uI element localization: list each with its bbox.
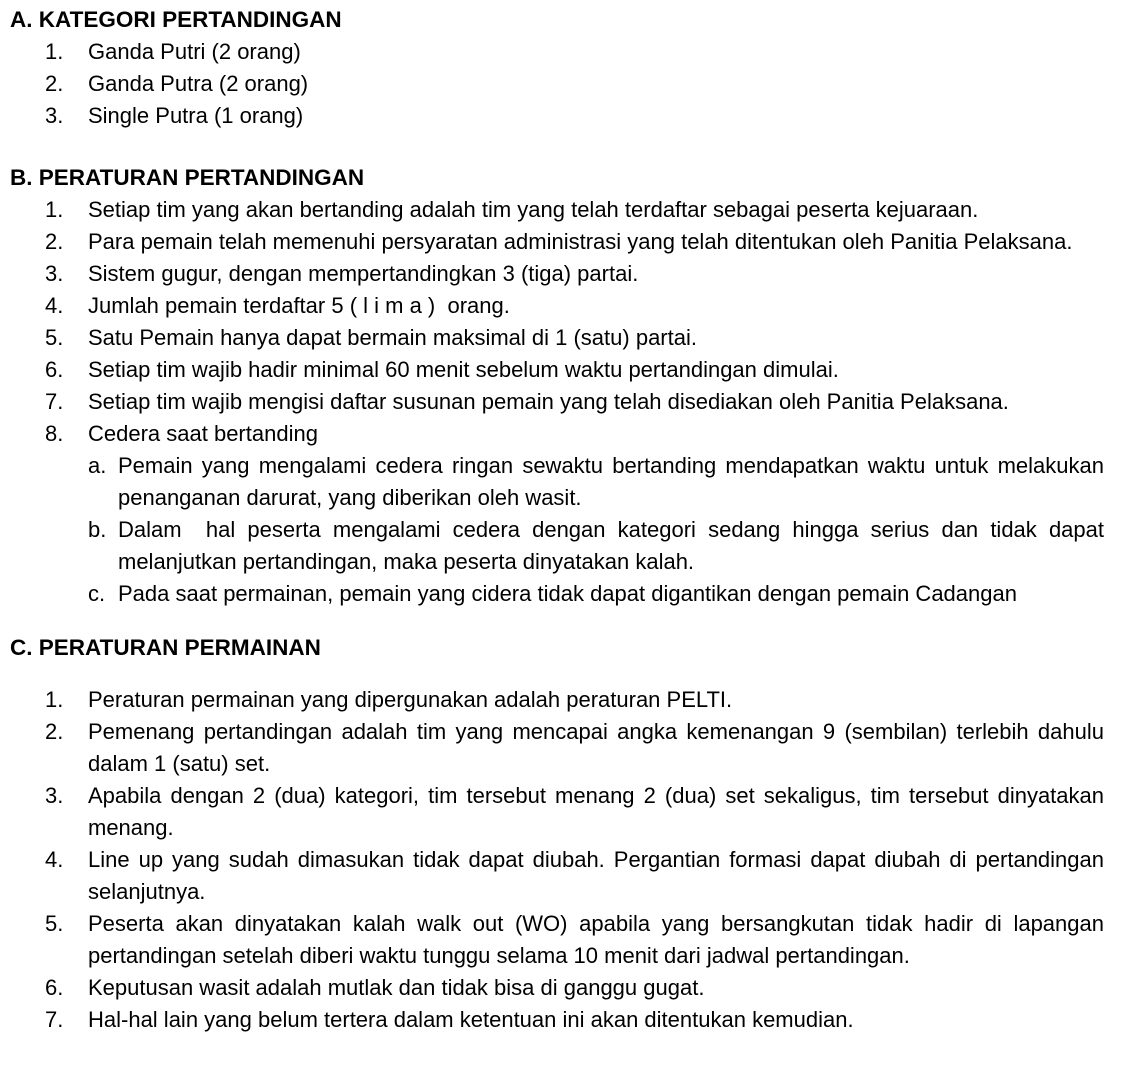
list-item (10, 354, 1104, 386)
item-text: Dalam hal peserta mengalami cedera dengan kategori sedang hingga serius dan tidak dapat melanjutkan pertandingan, maka peserta dinyatakan kalah. (118, 517, 1111, 574)
list-item (10, 972, 1104, 1004)
item-number: 6. (45, 357, 64, 382)
item-text: Keputusan wasit adalah mutlak dan tidak bisa di ganggu gugat. (88, 975, 705, 1000)
item-number: 1. (45, 197, 64, 222)
item-number: 8. (45, 421, 64, 446)
list-item (10, 908, 1111, 972)
injury-sub-list (10, 450, 1111, 610)
item-number: 1. (45, 39, 64, 64)
item-text: Pemenang pertandingan adalah tim yang mencapai angka kemenangan 9 (sembilan) terlebih dahulu dalam 1 (satu) set. (88, 719, 1111, 776)
item-text: Para pemain telah memenuhi persyaratan administrasi yang telah ditentukan oleh Panitia Pelaksana. (88, 229, 1073, 254)
section-b-list (10, 194, 1111, 610)
item-text: Apabila dengan 2 (dua) kategori, tim tersebut menang 2 (dua) set sekaligus, tim tersebut dinyatakan menang. (88, 783, 1111, 840)
section-a-list (10, 36, 1104, 132)
item-number: 2. (45, 719, 64, 744)
sub-list-item (10, 514, 1111, 578)
item-text: Setiap tim wajib hadir minimal 60 menit sebelum waktu pertandingan dimulai. (88, 357, 839, 382)
item-text: Ganda Putra (2 orang) (88, 71, 309, 96)
item-number: 7. (45, 1007, 64, 1032)
item-number: 4. (45, 847, 64, 872)
item-text: Pada saat permainan, pemain yang cidera tidak dapat digantikan dengan pemain Cadangan (118, 581, 1017, 606)
item-text: Line up yang sudah dimasukan tidak dapat diubah. Pergantian formasi dapat diubah di pertandingan selanjutnya. (88, 847, 1111, 904)
item-letter: b. (88, 517, 107, 542)
item-number: 3. (45, 261, 64, 286)
list-item (10, 226, 1104, 258)
item-number: 4. (45, 293, 64, 318)
item-text: Peraturan permainan yang dipergunakan adalah peraturan PELTI. (88, 687, 733, 712)
item-number: 6. (45, 975, 64, 1000)
list-item (10, 844, 1111, 908)
list-item (10, 100, 1104, 132)
item-text: Satu Pemain hanya dapat bermain maksimal di 1 (satu) partai. (88, 325, 697, 350)
item-number: 3. (45, 103, 64, 128)
item-text: Pemain yang mengalami cedera ringan sewaktu bertanding mendapatkan waktu untuk melakukan penanganan darurat, yang diberikan oleh wasit. (118, 453, 1111, 510)
item-text: Jumlah pemain terdaftar 5 ( l i m a ) orang. (88, 293, 510, 318)
section-peraturan-permainan (10, 632, 1111, 1036)
section-kategori-pertandingan (10, 4, 1104, 132)
section-c-heading: C. PERATURAN PERMAINAN (10, 635, 321, 660)
item-number: 5. (45, 325, 64, 350)
list-item (10, 322, 1104, 354)
item-text: Setiap tim yang akan bertanding adalah tim yang telah terdaftar sebagai peserta kejuaraan. (88, 197, 979, 222)
section-c-list (10, 684, 1111, 1036)
item-text: Peserta akan dinyatakan kalah walk out (WO) apabila yang bersangkutan tidak hadir di lapangan pertandingan setelah diberi waktu tunggu selama 10 menit dari jadwal pertandingan. (88, 911, 1111, 968)
list-item (10, 36, 1104, 68)
list-item (10, 258, 1104, 290)
list-item (10, 386, 1104, 418)
list-item (10, 68, 1104, 100)
section-b-heading: B. PERATURAN PERTANDINGAN (10, 165, 365, 190)
item-number: 2. (45, 71, 64, 96)
item-text: Single Putra (1 orang) (88, 103, 304, 128)
section-peraturan-pertandingan (10, 162, 1111, 610)
item-text: Ganda Putri (2 orang) (88, 39, 301, 64)
item-number: 7. (45, 389, 64, 414)
sub-list-item (10, 578, 1104, 610)
item-text: Hal-hal lain yang belum tertera dalam ketentuan ini akan ditentukan kemudian. (88, 1007, 854, 1032)
item-number: 5. (45, 911, 64, 936)
item-number: 3. (45, 783, 64, 808)
list-item (10, 290, 1104, 322)
list-item (10, 716, 1111, 780)
item-letter: a. (88, 453, 107, 478)
item-text: Setiap tim wajib mengisi daftar susunan pemain yang telah disediakan oleh Panitia Pelaksana. (88, 389, 1009, 414)
item-number: 2. (45, 229, 64, 254)
sub-list-item (10, 450, 1111, 514)
item-text: Cedera saat bertanding (88, 421, 318, 446)
item-number: 1. (45, 687, 64, 712)
list-item (10, 1004, 1104, 1036)
list-item (10, 780, 1111, 844)
list-item (10, 418, 1104, 450)
item-letter: c. (88, 581, 106, 606)
section-a-heading: A. KATEGORI PERTANDINGAN (10, 7, 342, 32)
item-text: Sistem gugur, dengan mempertandingkan 3 (tiga) partai. (88, 261, 639, 286)
list-item (10, 194, 1104, 226)
list-item (10, 684, 1104, 716)
